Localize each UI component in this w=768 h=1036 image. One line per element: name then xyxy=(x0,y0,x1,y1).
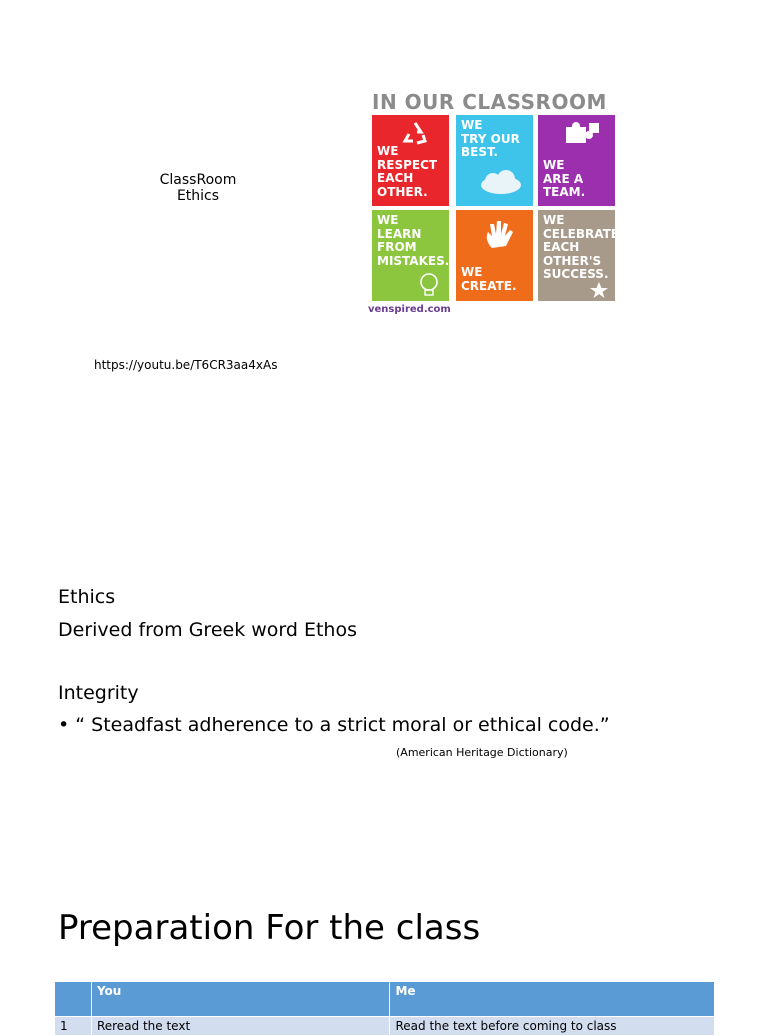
poster-tile-celebrate xyxy=(538,210,619,301)
tile-line: LEARN xyxy=(377,226,422,241)
tile-line: WE xyxy=(377,213,399,227)
table-cell: Read the text before coming to class xyxy=(390,1017,715,1036)
poster-tile-team xyxy=(538,115,615,206)
cloud-icon xyxy=(478,170,524,196)
tile-line: CREATE. xyxy=(461,278,517,293)
tile-line: ARE A xyxy=(543,171,584,186)
tile-line: FROM xyxy=(377,240,417,254)
table-cell: 1 xyxy=(55,1017,92,1036)
integrity-bullet xyxy=(58,714,610,736)
tile-line: OTHER. xyxy=(377,184,428,199)
table-header-cell: Me xyxy=(390,982,715,1017)
puzzle-icon xyxy=(562,121,602,147)
recycle-icon xyxy=(402,121,428,145)
table-row xyxy=(55,1017,715,1036)
table-cell: Reread the text xyxy=(91,1017,390,1036)
tile-line: BEST. xyxy=(461,145,498,159)
lightbulb-icon xyxy=(418,272,440,298)
slide-title-line2: Ethics xyxy=(176,188,220,204)
preparation-table xyxy=(54,981,715,1036)
tile-line: RESPECT xyxy=(377,157,438,172)
integrity-quote: “ Steadfast adherence to a strict moral or ethical code.” xyxy=(75,714,610,736)
poster-heading: IN OUR CLASSROOM xyxy=(372,90,607,114)
slide-title xyxy=(130,172,266,204)
tile-line: OTHER'S xyxy=(543,253,602,268)
table-header-cell xyxy=(55,982,92,1017)
table-header-row xyxy=(55,982,715,1017)
tile-line: WE xyxy=(461,118,483,132)
poster-tile-learn xyxy=(372,210,449,301)
tile-line: TEAM. xyxy=(543,185,586,199)
preparation-heading: Preparation For the class xyxy=(58,908,481,948)
bullet-dot: • xyxy=(58,714,70,736)
tile-line: SUCCESS. xyxy=(543,267,609,281)
hand-icon xyxy=(482,218,516,250)
poster-footer: venspired.com xyxy=(368,304,451,315)
poster-tile-respect xyxy=(372,115,449,206)
slide-title-line1: ClassRoom xyxy=(159,172,237,188)
tile-line: EACH xyxy=(377,171,414,185)
classroom-poster xyxy=(368,88,618,318)
ethos-definition: Derived from Greek word Ethos xyxy=(58,619,357,641)
poster-tile-create xyxy=(456,210,533,301)
tile-line: MISTAKES. xyxy=(377,253,450,268)
tile-line: WE xyxy=(543,158,565,172)
tile-line: EACH xyxy=(543,240,580,254)
integrity-label: Integrity xyxy=(58,682,139,704)
tile-line: WE xyxy=(461,265,483,279)
tile-line: CELEBRATE xyxy=(543,226,619,241)
citation: (American Heritage Dictionary) xyxy=(396,746,568,759)
tile-line: TRY OUR xyxy=(461,131,520,146)
video-link[interactable]: https://youtu.be/T6CR3aa4xAs xyxy=(94,358,278,372)
tile-line: WE xyxy=(377,144,399,158)
ethics-label: Ethics xyxy=(58,586,116,608)
tile-line: WE xyxy=(543,213,565,227)
poster-tile-best xyxy=(456,115,533,206)
star-icon xyxy=(590,282,608,298)
table-header-cell: You xyxy=(91,982,390,1017)
